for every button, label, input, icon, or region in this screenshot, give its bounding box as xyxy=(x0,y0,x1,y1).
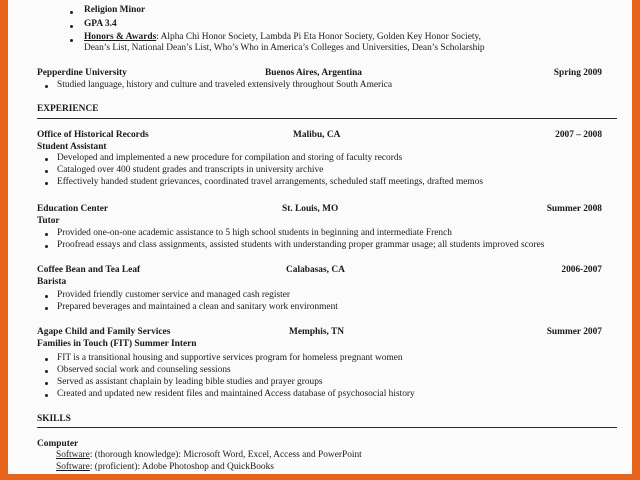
honors-line xyxy=(84,32,481,44)
honors-label: Honors & Awards xyxy=(84,32,157,42)
bullet-icon xyxy=(45,245,48,248)
job-bullet: Developed and implemented a new procedure for compilation and storing of faculty records xyxy=(57,153,403,163)
school-date: Spring 2009 xyxy=(553,68,602,78)
bullet-icon xyxy=(45,307,48,310)
skills-label: Software xyxy=(56,462,90,472)
job-title: Families in Touch (FIT) Summer Intern xyxy=(37,339,197,349)
gpa-label: GPA 3.4 xyxy=(84,19,117,29)
bullet-icon xyxy=(45,394,48,397)
job-title: Student Assistant xyxy=(37,142,107,152)
resume-page xyxy=(8,0,632,474)
bullet-icon xyxy=(45,358,48,361)
honors-text-cont: Dean’s List, National Dean’s List, Who’s Who in America’s Colleges and Universities, Dean’s Scholarship xyxy=(84,43,485,53)
school-location: Buenos Aires, Argentina xyxy=(265,68,362,78)
job-bullet: Served as assistant chaplain by leading bible studies and prayer groups xyxy=(57,377,323,387)
bullet-icon xyxy=(70,39,73,42)
minor-label: Religion Minor xyxy=(84,5,146,15)
bullet-icon xyxy=(45,382,48,385)
bullet-icon xyxy=(45,170,48,173)
skills-label: Software xyxy=(56,450,90,460)
skills-heading: SKILLS xyxy=(37,414,71,424)
job-bullet: Provided one-on-one academic assistance to 5 high school students in beginning and intermediate French xyxy=(57,228,452,238)
job-bullet: Created and updated new resident files and maintained Access database of psychosocial history xyxy=(57,389,415,399)
job-date: 2006-2007 xyxy=(561,265,602,275)
bullet-icon xyxy=(45,295,48,298)
bullet-icon xyxy=(45,182,48,185)
job-date: Summer 2007 xyxy=(546,327,602,337)
job-bullet: Prepared beverages and maintained a clean and sanitary work environment xyxy=(57,302,338,312)
honors-text: : Alpha Chi Honor Society, Lambda Pi Eta Honor Society, Golden Key Honor Society, xyxy=(156,32,481,42)
bullet-icon xyxy=(70,11,73,14)
job-bullet: Proofread essays and class assignments, assisted students with understanding proper grammar usage; all students improved scores xyxy=(57,240,545,250)
school-bullet: Studied language, history and culture and traveled extensively throughout South America xyxy=(57,80,393,90)
bullet-icon xyxy=(45,85,48,88)
bullet-icon xyxy=(45,370,48,373)
skills-line xyxy=(56,462,274,474)
job-location: Memphis, TN xyxy=(289,327,345,337)
bullet-icon xyxy=(45,233,48,236)
job-bullet: Provided friendly customer service and managed cash register xyxy=(57,290,290,300)
section-divider xyxy=(37,118,617,119)
skills-text: : (thorough knowledge): Microsoft Word, Excel, Access and PowerPoint xyxy=(89,450,362,460)
bullet-icon xyxy=(70,25,73,28)
job-bullet: Observed social work and counseling sessions xyxy=(57,365,231,375)
job-bullet: Effectively handed student grievances, coordinated travel arrangements, scheduled staff meetings, drafted memos xyxy=(57,177,484,187)
job-org: Office of Historical Records xyxy=(37,130,149,140)
job-org: Education Center xyxy=(37,204,109,214)
job-title: Barista xyxy=(37,277,67,287)
skills-line xyxy=(56,450,362,462)
job-location: Malibu, CA xyxy=(293,130,341,140)
job-org: Coffee Bean and Tea Leaf xyxy=(37,265,141,275)
job-bullet: FIT is a transitional housing and supportive services program for homeless pregnant women xyxy=(57,353,403,363)
job-location: Calabasas, CA xyxy=(286,265,345,275)
job-date: 2007 – 2008 xyxy=(555,130,602,140)
job-bullet: Cataloged over 400 student grades and transcripts in university archive xyxy=(57,165,324,175)
section-divider xyxy=(37,427,617,428)
school-name: Pepperdine University xyxy=(37,68,127,78)
skills-text: : (proficient): Adobe Photoshop and QuickBooks xyxy=(89,462,274,472)
job-title: Tutor xyxy=(37,216,60,226)
experience-heading: EXPERIENCE xyxy=(37,104,99,114)
bullet-icon xyxy=(45,158,48,161)
job-date: Summer 2008 xyxy=(546,204,602,214)
job-org: Agape Child and Family Services xyxy=(37,327,171,337)
job-location: St. Louis, MO xyxy=(282,204,339,214)
skills-subheading: Computer xyxy=(37,439,79,449)
